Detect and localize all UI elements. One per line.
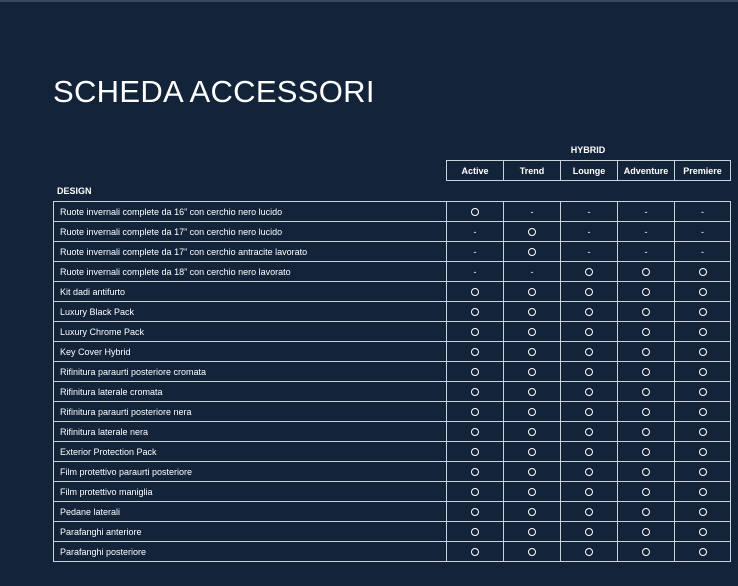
availability-cell [447, 242, 504, 262]
not-available-mark: - [701, 246, 704, 257]
available-circle-icon [699, 408, 707, 416]
available-circle-icon [642, 528, 650, 536]
available-circle-icon [699, 368, 707, 376]
availability-cell [504, 522, 561, 542]
availability-cell [675, 362, 731, 382]
availability-cell [561, 282, 618, 302]
table-row [54, 342, 731, 362]
availability-cell [447, 422, 504, 442]
availability-cell [618, 342, 675, 362]
accessory-name: Film protettivo paraurti posteriore [54, 462, 447, 482]
available-circle-icon [642, 328, 650, 336]
accessory-name: Film protettivo maniglia [54, 482, 447, 502]
availability-cell [561, 482, 618, 502]
available-circle-icon [642, 368, 650, 376]
availability-cell [504, 382, 561, 402]
accessory-name: Key Cover Hybrid [54, 342, 447, 362]
available-circle-icon [642, 308, 650, 316]
available-circle-icon [642, 468, 650, 476]
availability-cell [447, 262, 504, 282]
availability-cell [675, 302, 731, 322]
accessory-name: Luxury Black Pack [54, 302, 447, 322]
available-circle-icon [471, 388, 479, 396]
available-circle-icon [471, 308, 479, 316]
available-circle-icon [699, 488, 707, 496]
availability-cell [561, 342, 618, 362]
available-circle-icon [699, 528, 707, 536]
available-circle-icon [699, 388, 707, 396]
not-available-mark: - [644, 246, 648, 257]
available-circle-icon [585, 428, 593, 436]
page-title: SCHEDA ACCESSORI [53, 74, 375, 109]
availability-cell [561, 322, 618, 342]
table-row [54, 442, 731, 462]
accessory-name: Ruote invernali complete da 16” con cerchio nero lucido [54, 202, 447, 222]
table-row [54, 242, 731, 262]
availability-cell [618, 202, 675, 222]
trim-header [446, 160, 731, 181]
availability-cell [447, 362, 504, 382]
available-circle-icon [471, 508, 479, 516]
available-circle-icon [471, 288, 479, 296]
table-row [54, 542, 731, 562]
table-row [54, 462, 731, 482]
availability-cell [447, 282, 504, 302]
table-row [54, 362, 731, 382]
available-circle-icon [585, 528, 593, 536]
availability-cell [447, 302, 504, 322]
availability-cell [675, 222, 731, 242]
accessory-name: Parafanghi posteriore [54, 542, 447, 562]
availability-cell [618, 262, 675, 282]
available-circle-icon [699, 468, 707, 476]
available-circle-icon [699, 448, 707, 456]
table-row [54, 502, 731, 522]
accessory-name: Rifinitura laterale nera [54, 422, 447, 442]
availability-cell [504, 262, 561, 282]
available-circle-icon [642, 288, 650, 296]
availability-cell [561, 502, 618, 522]
availability-cell [618, 442, 675, 462]
accessory-name: Parafanghi anteriore [54, 522, 447, 542]
availability-cell [447, 542, 504, 562]
available-circle-icon [699, 268, 707, 276]
availability-cell [675, 422, 731, 442]
availability-cell [618, 522, 675, 542]
accessory-name: Ruote invernali complete da 17” con cerchio antracite lavorato [54, 242, 447, 262]
available-circle-icon [585, 308, 593, 316]
accessory-name: Ruote invernali complete da 17” con cerchio nero lucido [54, 222, 447, 242]
available-circle-icon [471, 488, 479, 496]
availability-cell [561, 242, 618, 262]
available-circle-icon [642, 408, 650, 416]
not-available-mark: - [701, 226, 704, 237]
available-circle-icon [528, 528, 536, 536]
availability-cell [675, 482, 731, 502]
availability-cell [618, 402, 675, 422]
availability-cell [561, 522, 618, 542]
availability-cell [447, 222, 504, 242]
accessory-name: Rifinitura paraurti posteriore nera [54, 402, 447, 422]
available-circle-icon [699, 328, 707, 336]
availability-cell [675, 282, 731, 302]
availability-cell [504, 362, 561, 382]
available-circle-icon [471, 548, 479, 556]
trim-header-active: Active [447, 161, 504, 181]
availability-cell [504, 282, 561, 302]
available-circle-icon [528, 428, 536, 436]
availability-cell [675, 322, 731, 342]
available-circle-icon [585, 488, 593, 496]
availability-cell [447, 322, 504, 342]
available-circle-icon [642, 388, 650, 396]
available-circle-icon [699, 508, 707, 516]
availability-cell [561, 302, 618, 322]
table-row [54, 522, 731, 542]
availability-cell [504, 422, 561, 442]
availability-cell [504, 242, 561, 262]
available-circle-icon [528, 488, 536, 496]
availability-cell [618, 242, 675, 262]
not-available-mark: - [644, 226, 648, 237]
accessory-name: Rifinitura paraurti posteriore cromata [54, 362, 447, 382]
available-circle-icon [471, 428, 479, 436]
available-circle-icon [528, 368, 536, 376]
not-available-mark: - [473, 246, 477, 257]
availability-cell [504, 542, 561, 562]
availability-cell [561, 222, 618, 242]
availability-cell [675, 342, 731, 362]
availability-cell [504, 202, 561, 222]
availability-cell [504, 482, 561, 502]
not-available-mark: - [644, 206, 648, 217]
top-divider [0, 0, 738, 2]
available-circle-icon [585, 348, 593, 356]
availability-cell [561, 542, 618, 562]
availability-cell [618, 322, 675, 342]
available-circle-icon [585, 448, 593, 456]
available-circle-icon [528, 448, 536, 456]
availability-cell [504, 302, 561, 322]
available-circle-icon [528, 288, 536, 296]
accessory-name: Pedane laterali [54, 502, 447, 522]
accessory-name: Rifinitura laterale cromata [54, 382, 447, 402]
availability-cell [561, 402, 618, 422]
availability-cell [675, 262, 731, 282]
available-circle-icon [471, 528, 479, 536]
available-circle-icon [471, 368, 479, 376]
available-circle-icon [699, 428, 707, 436]
available-circle-icon [585, 548, 593, 556]
available-circle-icon [471, 408, 479, 416]
available-circle-icon [585, 468, 593, 476]
availability-cell [504, 222, 561, 242]
available-circle-icon [528, 248, 536, 256]
availability-cell [447, 462, 504, 482]
available-circle-icon [699, 348, 707, 356]
availability-cell [561, 202, 618, 222]
available-circle-icon [585, 388, 593, 396]
availability-cell [618, 502, 675, 522]
available-circle-icon [642, 428, 650, 436]
availability-cell [675, 502, 731, 522]
available-circle-icon [585, 328, 593, 336]
availability-cell [618, 422, 675, 442]
available-circle-icon [642, 448, 650, 456]
availability-cell [561, 262, 618, 282]
available-circle-icon [642, 488, 650, 496]
availability-cell [447, 202, 504, 222]
available-circle-icon [585, 408, 593, 416]
not-available-mark: - [473, 226, 477, 237]
table-row [54, 482, 731, 502]
trim-header-lounge: Lounge [561, 161, 618, 181]
available-circle-icon [642, 548, 650, 556]
group-label: HYBRID [570, 145, 606, 155]
available-circle-icon [528, 228, 536, 236]
trim-header-trend: Trend [504, 161, 561, 181]
availability-cell [675, 402, 731, 422]
availability-cell [447, 502, 504, 522]
availability-cell [504, 322, 561, 342]
availability-cell [447, 482, 504, 502]
available-circle-icon [642, 508, 650, 516]
available-circle-icon [471, 468, 479, 476]
accessory-name: Luxury Chrome Pack [54, 322, 447, 342]
availability-cell [618, 482, 675, 502]
availability-cell [561, 422, 618, 442]
not-available-mark: - [530, 266, 534, 277]
available-circle-icon [585, 268, 593, 276]
not-available-mark: - [587, 226, 591, 237]
availability-cell [504, 462, 561, 482]
availability-cell [504, 442, 561, 462]
accessories-table [53, 201, 731, 562]
availability-cell [675, 522, 731, 542]
available-circle-icon [528, 388, 536, 396]
not-available-mark: - [587, 246, 591, 257]
accessory-name: Exterior Protection Pack [54, 442, 447, 462]
section-label: DESIGN [57, 186, 92, 196]
not-available-mark: - [587, 206, 591, 217]
available-circle-icon [699, 308, 707, 316]
availability-cell [618, 302, 675, 322]
table-row [54, 222, 731, 242]
availability-cell [675, 382, 731, 402]
available-circle-icon [585, 288, 593, 296]
table-row [54, 202, 731, 222]
availability-cell [561, 462, 618, 482]
not-available-mark: - [530, 206, 534, 217]
availability-cell [447, 342, 504, 362]
available-circle-icon [699, 288, 707, 296]
availability-cell [504, 502, 561, 522]
available-circle-icon [471, 448, 479, 456]
availability-cell [675, 542, 731, 562]
availability-cell [618, 282, 675, 302]
available-circle-icon [528, 508, 536, 516]
available-circle-icon [528, 548, 536, 556]
availability-cell [561, 382, 618, 402]
table-row [54, 382, 731, 402]
availability-cell [675, 242, 731, 262]
availability-cell [447, 442, 504, 462]
trim-header-adventure: Adventure [618, 161, 675, 181]
available-circle-icon [471, 348, 479, 356]
availability-cell [675, 442, 731, 462]
available-circle-icon [471, 208, 479, 216]
table-row [54, 282, 731, 302]
availability-cell [447, 382, 504, 402]
available-circle-icon [528, 468, 536, 476]
available-circle-icon [528, 328, 536, 336]
not-available-mark: - [473, 266, 477, 277]
availability-cell [561, 442, 618, 462]
availability-cell [618, 222, 675, 242]
table-row [54, 322, 731, 342]
available-circle-icon [528, 408, 536, 416]
availability-cell [675, 202, 731, 222]
available-circle-icon [642, 268, 650, 276]
availability-cell [618, 362, 675, 382]
availability-cell [618, 462, 675, 482]
accessory-name: Kit dadi antifurto [54, 282, 447, 302]
availability-cell [504, 402, 561, 422]
table-row [54, 422, 731, 442]
accessory-name: Ruote invernali complete da 18” con cerchio nero lavorato [54, 262, 447, 282]
available-circle-icon [585, 508, 593, 516]
table-row [54, 262, 731, 282]
table-row [54, 402, 731, 422]
not-available-mark: - [701, 206, 704, 217]
available-circle-icon [585, 368, 593, 376]
availability-cell [618, 542, 675, 562]
availability-cell [447, 522, 504, 542]
available-circle-icon [699, 548, 707, 556]
availability-cell [675, 462, 731, 482]
availability-cell [561, 362, 618, 382]
availability-cell [618, 382, 675, 402]
table-row [54, 302, 731, 322]
available-circle-icon [528, 308, 536, 316]
trim-header-premiere: Premiere [675, 161, 731, 181]
available-circle-icon [528, 348, 536, 356]
available-circle-icon [642, 348, 650, 356]
availability-cell [447, 402, 504, 422]
availability-cell [504, 342, 561, 362]
available-circle-icon [471, 328, 479, 336]
